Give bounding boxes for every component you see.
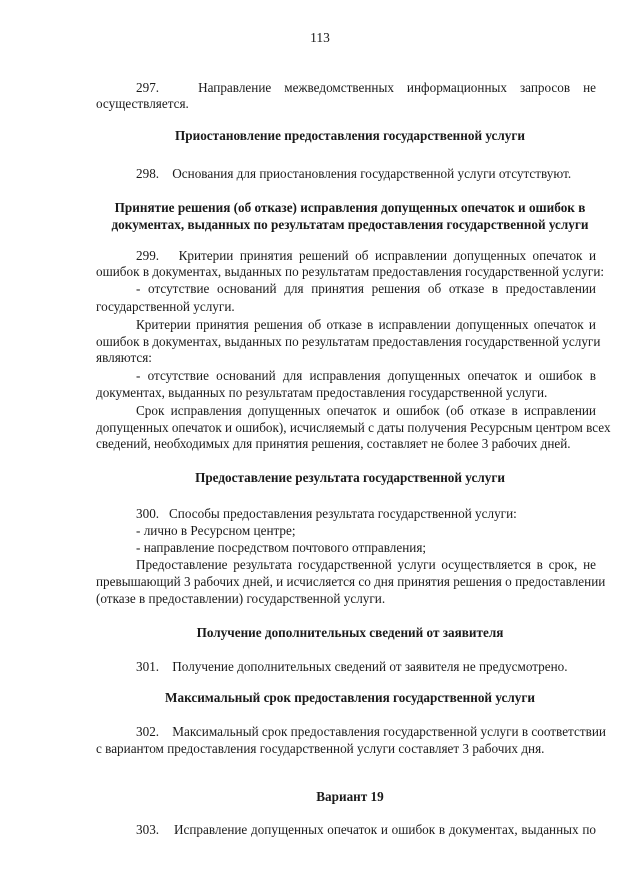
paragraph-299-line9: документах, выданных по результатам предоставления государственной услуги.: [96, 385, 548, 400]
paragraph-299-line2: ошибок в документах, выданных по результатам предоставления государственной услуги:: [96, 264, 605, 279]
paragraph-300-line3: - направление посредством почтового отправления;: [136, 540, 427, 555]
paragraph-text: Основания для приостановления государственной услуги отсутствуют.: [172, 166, 572, 181]
paragraph-text: Получение дополнительных сведений от заявителя не предусмотрено.: [172, 659, 568, 674]
paragraph-302-line1: 302. Максимальный срок предоставления государственной услуги в соответствии: [136, 724, 606, 739]
heading-decision-line2: документах, выданных по результатам предоставления государственной услуги: [111, 217, 589, 232]
paragraph-302-line2: с вариантом предоставления государственной услуги составляет 3 рабочих дня.: [96, 741, 545, 756]
heading-decision-line1: Принятие решения (об отказе) исправления допущенных опечаток и ошибок в: [114, 200, 586, 215]
page-number: 113: [310, 30, 330, 45]
paragraph-299-line1: 299. Критерии принятия решений об исправлении допущенных опечаток и: [136, 248, 596, 263]
paragraph-number: 299.: [136, 248, 160, 263]
paragraph-number: 297.: [136, 80, 160, 95]
paragraph-number: 301.: [136, 659, 160, 674]
paragraph-299-line11: допущенных опечаток и ошибок), исчисляемый с даты получения Ресурсным центром всех: [96, 420, 611, 435]
paragraph-number: 302.: [136, 724, 160, 739]
paragraph-297-line2: осуществляется.: [96, 96, 189, 111]
paragraph-300-line4: Предоставление результата государственной услуги осуществляется в срок, не: [136, 557, 596, 572]
paragraph-300-line1: 300. Способы предоставления результата государственной услуги:: [136, 506, 517, 521]
heading-additional-info: Получение дополнительных сведений от заявителя: [196, 625, 504, 640]
paragraph-300-line6: (отказе в предоставлении) государственной услуги.: [96, 591, 386, 606]
paragraph-299-line4: государственной услуги.: [96, 299, 235, 314]
paragraph-300-line5: превышающий 3 рабочих дней, и исчисляется со дня принятия решения о предоставлении: [96, 574, 606, 589]
paragraph-301: [136, 659, 568, 675]
paragraph-303-line1: 303. Исправление допущенных опечаток и ошибок в документах, выданных по: [136, 822, 596, 837]
paragraph-299-line3: - отсутствие оснований для принятия решения об отказе в предоставлении: [136, 281, 596, 296]
paragraph-299-line6: ошибок в документах, выданных по результатам предоставления государственной услуги: [96, 334, 601, 349]
paragraph-number: 303.: [136, 822, 160, 837]
heading-max-term: Максимальный срок предоставления государственной услуги: [165, 690, 535, 705]
paragraph-299-line10: Срок исправления допущенных опечаток и ошибок (об отказе в исправлении: [136, 403, 596, 418]
paragraph-299-line7: являются:: [96, 350, 152, 365]
paragraph-text: Направление межведомственных информационных запросов не: [198, 80, 597, 95]
paragraph-299-line12: сведений, необходимых для принятия решения, составляет не более 3 рабочих дней.: [96, 436, 571, 451]
heading-result: Предоставление результата государственной услуги: [195, 470, 505, 485]
heading-variant: Вариант 19: [316, 789, 384, 804]
paragraph-298: [136, 166, 571, 182]
paragraph-300-line2: - лично в Ресурсном центре;: [136, 523, 296, 538]
paragraph-number: 300.: [136, 506, 160, 521]
heading-suspension: Приостановление предоставления государственной услуги: [175, 128, 525, 143]
paragraph-299-line5: Критерии принятия решения об отказе в исправлении допущенных опечаток и: [136, 317, 596, 332]
paragraph-number: 298.: [136, 166, 160, 181]
paragraph-297-line1: [136, 80, 596, 96]
paragraph-299-line8: - отсутствие оснований для исправления допущенных опечаток и ошибок в: [136, 368, 596, 383]
